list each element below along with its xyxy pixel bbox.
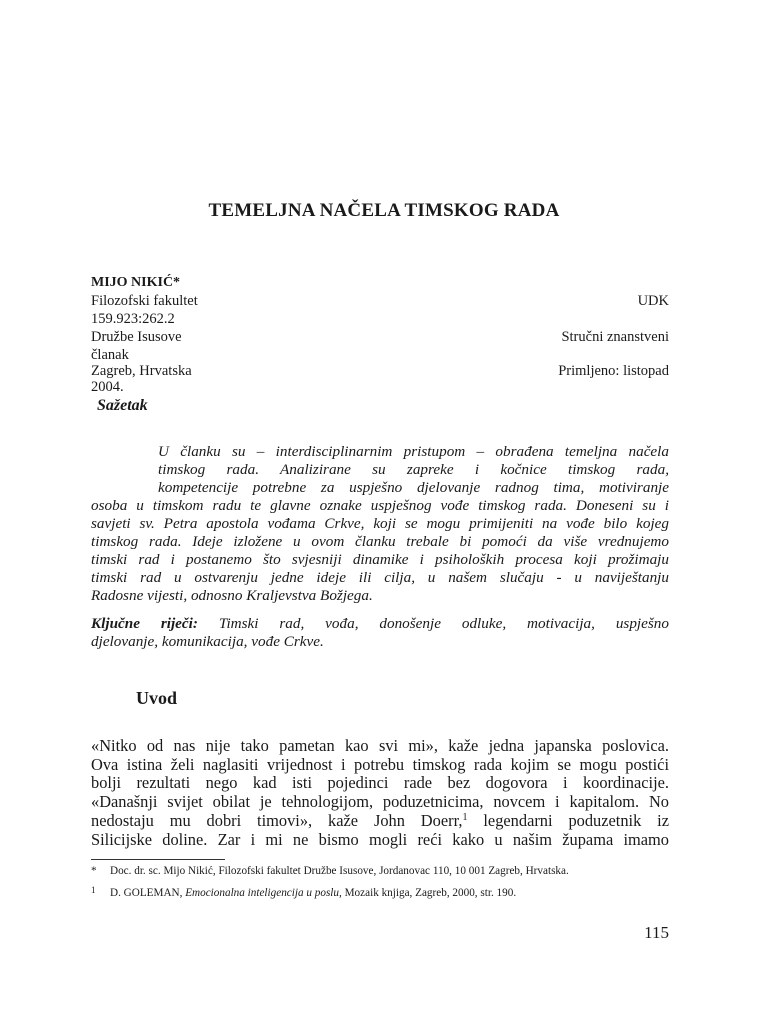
footnote-1: [91, 885, 516, 899]
body-line: «Današnji svijet obilat je tehnologijom, poduzetnicima, novcem i kapitalom. No: [91, 792, 669, 812]
body-line: Ova istina želi naglasiti vrijednost i potrebu timskog rada kojim se mogu postići: [91, 754, 669, 774]
udk-label: UDK: [637, 293, 669, 309]
footnote-text: Doc. dr. sc. Mijo Nikić, Filozofski fakultet Družbe Isusove, Jordanovac 110, 10 001 Zagreb, Hrvatska.: [110, 865, 569, 877]
body-line: Silicijske doline. Zar i mi ne bismo mogli reći kako u našim župama imamo: [91, 829, 669, 849]
abstract-line: osoba u timskom radu te glavne oznake uspješnog vođe timskog rada. Doneseni su i: [91, 497, 669, 514]
abstract-line: U članku su – interdisciplinarnim pristupom – obrađena temeljna načela: [158, 443, 669, 460]
abstract-body: [91, 443, 669, 605]
affiliation-line-2: 159.923:262.2: [91, 311, 175, 327]
footnote-divider: [91, 859, 225, 860]
affiliation-line-5: Zagreb, Hrvatska: [91, 363, 192, 379]
footnote-book-title: Emocionalna inteligencija u poslu,: [185, 887, 342, 899]
body-paragraph: [91, 737, 669, 849]
abstract-line: savjeti sv. Petra apostola vođama Crkve, koji se mogu primijeniti na vođe bilo kojeg: [91, 515, 669, 532]
article-type: Stručni znanstveni: [561, 329, 669, 345]
abstract-heading: Sažetak: [97, 397, 148, 414]
keywords-block: [91, 615, 669, 651]
footnote-mark: 1: [91, 885, 96, 895]
author-name: MIJO NIKIĆ*: [91, 275, 181, 290]
affiliation-line-3: Družbe Isusove: [91, 329, 182, 345]
abstract-line: Radosne vijesti, odnosno Kraljevstva Božjega.: [91, 587, 373, 604]
body-line-segment: nedostaju mu dobri timovi», kaže John Doerr,: [91, 810, 463, 830]
footnote-reference[interactable]: 1: [462, 811, 468, 823]
keywords-text-1: Timski rad, vođa, donošenje odluke, motivacija, uspješno: [197, 615, 669, 632]
page-number: 115: [644, 923, 669, 942]
affiliation-line-6: 2004.: [91, 379, 124, 395]
article-title: TEMELJNA NAČELA TIMSKOG RADA: [208, 200, 560, 221]
affiliation-line-4: članak: [91, 347, 129, 363]
abstract-line: kompetencije potrebne za uspješno djelovanje radnog tima, motiviranje: [158, 479, 669, 496]
footnote-mark: *: [91, 865, 97, 877]
abstract-line: timskog rada. Ideje izložene u ovom članku trebale bi pomoći da više vrednujemo: [91, 533, 669, 550]
abstract-line: timskog rada. Analizirane su zapreke i kočnice timskog rada,: [158, 461, 669, 478]
abstract-line: timski rad u ostvarenju jedne ideje ili cilja, u našem slučaju - u naviještanju: [91, 569, 669, 586]
footnote-text-pre: D. GOLEMAN,: [110, 887, 186, 899]
received-label: Primljeno: listopad: [558, 363, 669, 379]
footnote-author: [91, 865, 569, 877]
body-line: bolji rezultati nego kad isti pojedinci rade bez dogovora i koordinacije.: [91, 773, 669, 793]
body-line-segment: legendarni poduzetnik iz: [467, 810, 669, 830]
body-line-with-footnote: [91, 812, 669, 831]
footnote-text-post: Mozaik knjiga, Zagreb, 2000, str. 190.: [341, 887, 517, 899]
keywords-text-2: djelovanje, komunikacija, vođe Crkve.: [91, 633, 324, 650]
body-line: «Nitko od nas nije tako pametan kao svi mi», kaže jedna japanska poslovica.: [91, 736, 669, 755]
affiliation-line-1: Filozofski fakultet: [91, 293, 198, 309]
keywords-line-1: [91, 615, 669, 633]
keywords-label: Ključne riječi:: [91, 615, 198, 632]
abstract-line: timski rad i postanemo što svjesniji dinamike i psiholoških procesa koji prožimaju: [91, 551, 669, 568]
section-heading: Uvod: [136, 688, 178, 708]
